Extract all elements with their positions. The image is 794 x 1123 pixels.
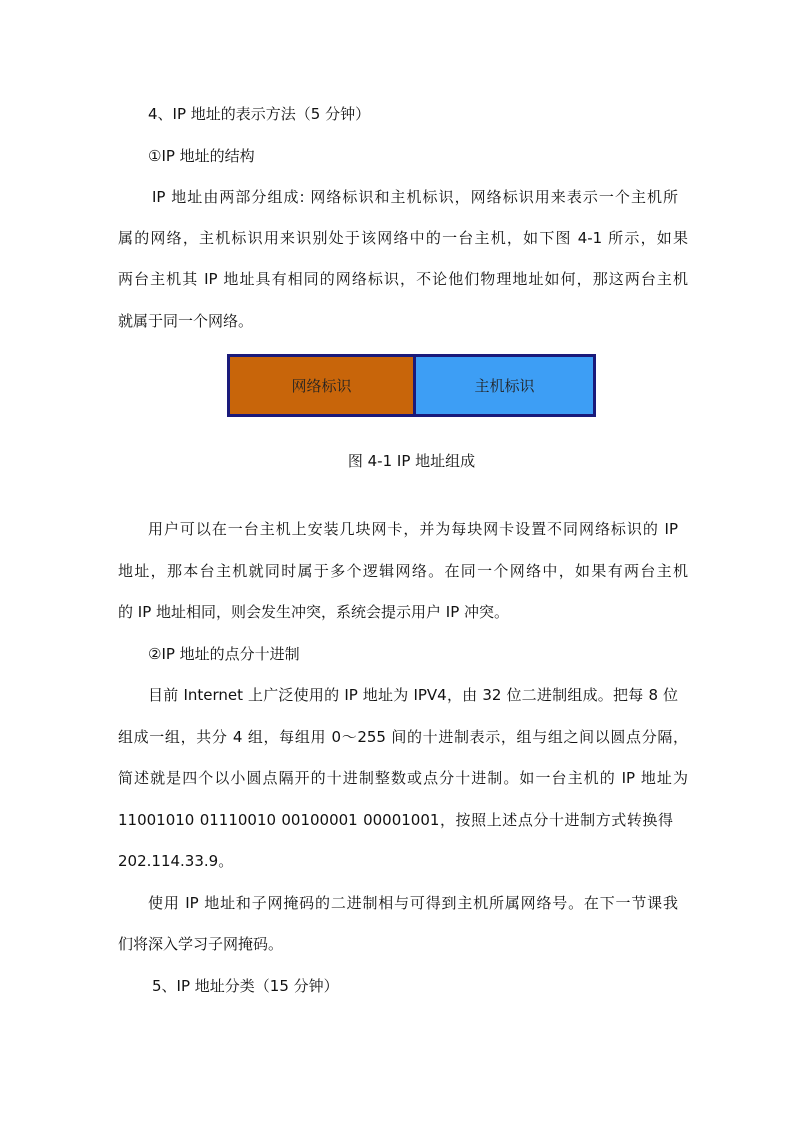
paragraph-line: 的 IP 地址相同，则会发生冲突，系统会提示用户 IP 冲突。	[118, 603, 510, 621]
paragraph-line: 就属于同一个网络。	[118, 312, 254, 330]
paragraph-line: 两台主机其 IP 地址具有相同的网络标识，不论他们物理地址如何，那这两台主机	[118, 270, 688, 288]
paragraph-line: 组成一组，共分 4 组，每组用 0～255 间的十进制表示，组与组之间以圆点分隔，	[118, 728, 688, 746]
subheading-dotted-decimal: ②IP 地址的点分十进制	[148, 645, 300, 663]
paragraph-line: IP 地址由两部分组成: 网络标识和主机标识，网络标识用来表示一个主机所	[152, 188, 678, 206]
paragraph-line: 目前 Internet 上广泛使用的 IP 地址为 IPV4，由 32 位二进制组成。把每 8 位	[148, 686, 678, 704]
paragraph-line: 11001010 01110010 00100001 00001001，按照上述点分十进制方式转换得	[118, 811, 673, 829]
paragraph-line: 地址，那本台主机就同时属于多个逻辑网络。在同一个网络中，如果有两台主机	[118, 562, 688, 580]
ip-structure-diagram	[227, 354, 596, 417]
subheading-ip-structure: ①IP 地址的结构	[148, 147, 255, 165]
host-id-label: 主机标识	[474, 377, 535, 395]
network-id-block	[230, 357, 416, 414]
paragraph-line: 属的网络，主机标识用来识别处于该网络中的一台主机，如下图 4-1 所示，如果	[118, 229, 688, 247]
section-heading-ip-notation: 4、IP 地址的表示方法（5 分钟）	[148, 105, 371, 123]
paragraph-line: 使用 IP 地址和子网掩码的二进制相与可得到主机所属网络号。在下一节课我	[148, 894, 678, 912]
paragraph-line: 们将深入学习子网掩码。	[118, 935, 284, 953]
paragraph-line: 用户可以在一台主机上安装几块网卡，并为每块网卡设置不同网络标识的 IP	[148, 520, 678, 538]
paragraph-line: 简述就是四个以小圆点隔开的十进制整数或点分十进制。如一台主机的 IP 地址为	[118, 769, 688, 787]
network-id-label: 网络标识	[291, 377, 352, 395]
section-heading-ip-classes: 5、IP 地址分类（15 分钟）	[152, 977, 339, 995]
figure-caption: 图 4-1 IP 地址组成	[347, 452, 476, 470]
host-id-block	[416, 357, 593, 414]
paragraph-line: 202.114.33.9。	[118, 852, 234, 870]
